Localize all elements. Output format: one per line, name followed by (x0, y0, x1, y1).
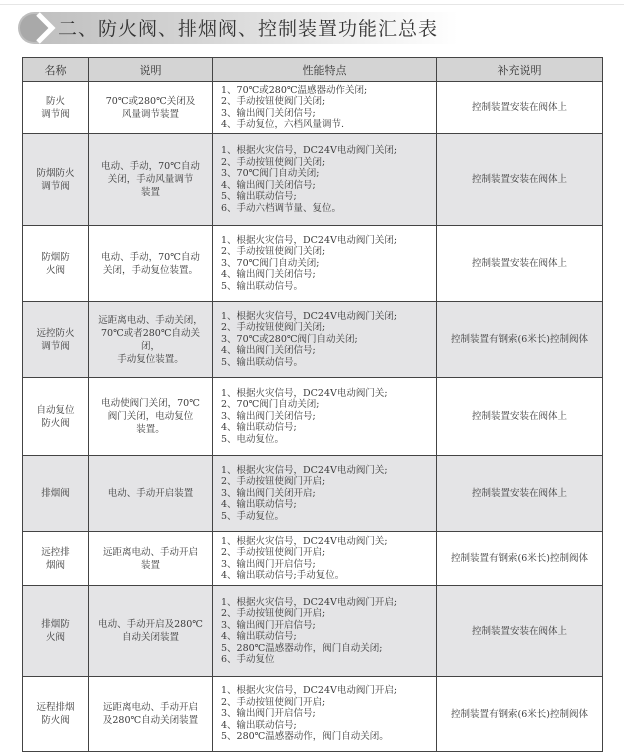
feature-line: 1、根据火灾信号，DC24V电动阀门关; (221, 535, 388, 547)
valve-name-cell: 排烟阀 (23, 456, 89, 532)
valve-note-cell: 控制装置安装在阀体上 (437, 456, 603, 532)
valve-note-cell: 控制装置安装在阀体上 (437, 586, 603, 677)
feature-line: 4、输出联动信号; (221, 422, 297, 434)
feature-line: 5、输出联动信号; (221, 191, 297, 202)
table-row (23, 378, 603, 456)
valve-note-cell: 控制装置有钢索(6米长)控制阀体 (437, 677, 603, 752)
valve-note-cell: 控制装置安装在阀体上 (437, 226, 603, 302)
table-row (23, 226, 603, 302)
table-header-row (23, 58, 603, 82)
valve-description-cell: 远距离电动、手动关闭， 70℃或者280℃自动关闭， 手动复位装置。 (89, 302, 213, 378)
chevron-right-icon (18, 12, 60, 44)
feature-line: 2、手动按钮使阀门关闭; (221, 96, 326, 107)
valve-name-cell: 自动复位 防火阀 (23, 378, 89, 456)
valve-features-cell (213, 456, 437, 532)
feature-line: 2、手动按钮使阀门关闭; (221, 322, 326, 334)
feature-line: 6、手动六档调节量、复位。 (221, 202, 342, 214)
valve-function-summary-table (22, 57, 603, 752)
feature-line: 5、280℃温感器动作，阀门自动关闭。 (221, 731, 389, 743)
feature-line: 3、输出阀门开启信号; (221, 708, 316, 720)
valve-name-cell: 排烟防 火阀 (23, 586, 89, 677)
valve-features-cell (213, 677, 437, 752)
valve-features-cell (213, 82, 437, 134)
table-row (23, 456, 603, 532)
valve-features-cell (213, 532, 437, 586)
feature-line: 3、输出阀门开启信号; (221, 558, 316, 570)
column-header-features: 性能特点 (213, 58, 437, 82)
valve-note-cell: 控制装置安装在阀体上 (437, 134, 603, 226)
valve-note-cell: 控制装置有钢索(6米长)控制阀体 (437, 532, 603, 586)
valve-description-cell: 远距离电动、手动开启 装置 (89, 532, 213, 586)
feature-line: 2、手动按钮使阀门关闭; (221, 156, 326, 168)
valve-note-cell: 控制装置安装在阀体上 (437, 82, 603, 134)
valve-name-cell: 远控防火 调节阀 (23, 302, 89, 378)
feature-line: 1、根据火灾信号，DC24V电动阀门关闭; (221, 310, 398, 322)
table-row (23, 532, 603, 586)
feature-line: 4、输出联动信号;手动复位。 (221, 570, 345, 581)
column-header-notes: 补充说明 (437, 58, 603, 82)
feature-line: 3、70℃或280℃阀门自动关闭; (221, 333, 358, 345)
column-header-name: 名称 (23, 58, 89, 82)
valve-features-cell (213, 134, 437, 226)
feature-line: 6、手动复位 (221, 654, 275, 665)
feature-line: 3、输出阀门关闭开启; (221, 487, 316, 499)
feature-line: 4、手动复位，六档风量调节. (221, 119, 345, 130)
feature-line: 5、手动复位。 (221, 510, 285, 522)
feature-line: 2、手动按钮使阀门关闭; (221, 246, 326, 258)
feature-line: 2、手动按钮使阀门开启; (221, 476, 326, 488)
valve-description-cell: 电动、手动，70℃自动 关闭，手动风量调节 装置 (89, 134, 213, 226)
valve-name-cell: 远控排 烟阀 (23, 532, 89, 586)
feature-line: 5、输出联动信号。 (221, 280, 304, 292)
valve-name-cell: 防烟防 火阀 (23, 226, 89, 302)
table-body (23, 82, 603, 752)
table-row (23, 586, 603, 677)
feature-line: 2、手动按钮使阀门开启; (221, 696, 326, 708)
feature-line: 1、根据火灾信号，DC24V电动阀门关; (221, 464, 388, 476)
feature-line: 4、输出联动信号; (221, 631, 297, 642)
feature-line: 4、输出阀门关闭信号; (221, 179, 316, 191)
table-row (23, 134, 603, 226)
table-row (23, 82, 603, 134)
valve-features-cell (213, 226, 437, 302)
feature-line: 1、根据火灾信号，DC24V电动阀门开启; (221, 685, 398, 697)
feature-line: 1、根据火灾信号，DC24V电动阀门关闭; (221, 145, 398, 156)
column-header-description: 说明 (89, 58, 213, 82)
feature-line: 5、输出联动信号。 (221, 356, 304, 368)
valve-note-cell: 控制装置有钢索(6米长)控制阀体 (437, 302, 603, 378)
valve-features-cell (213, 302, 437, 378)
feature-line: 1、根据火灾信号，DC24V电动阀门关闭; (221, 234, 398, 246)
feature-line: 5、电动复位。 (221, 433, 285, 445)
valve-features-cell (213, 378, 437, 456)
valve-description-cell: 电动、手动，70℃自动 关闭，手动复位装置。 (89, 226, 213, 302)
valve-note-cell: 控制装置安装在阀体上 (437, 378, 603, 456)
feature-line: 4、输出阀门关闭信号; (221, 269, 316, 281)
valve-name-cell: 远程排烟 防火阀 (23, 677, 89, 752)
feature-line: 5、280℃温感器动作，阀门自动关闭; (221, 642, 383, 654)
valve-description-cell: 电动使阀门关闭，70℃ 阀门关闭，电动复位 装置。 (89, 378, 213, 456)
feature-line: 3、输出阀门关闭信号; (221, 410, 316, 422)
feature-line: 3、输出阀门关闭信号; (221, 107, 316, 119)
valve-features-cell (213, 586, 437, 677)
valve-name-cell: 防烟防火 调节阀 (23, 134, 89, 226)
feature-line: 3、输出阀门开启信号; (221, 619, 316, 631)
feature-line: 2、手动按钮使阀门开启; (221, 608, 326, 619)
feature-line: 1、根据火灾信号，DC24V电动阀门开启; (221, 596, 398, 608)
feature-line: 1、70℃或280℃温感器动作关闭; (221, 84, 368, 96)
feature-line: 3、70℃阀门自动关闭; (221, 168, 320, 179)
valve-description-cell: 电动、手动开启及280℃ 自动关闭装置 (89, 586, 213, 677)
valve-description-cell: 70℃或280℃关闭及 风量调节装置 (89, 82, 213, 134)
feature-line: 4、输出联动信号; (221, 719, 297, 731)
feature-line: 2、70℃阀门自动关闭; (221, 399, 320, 411)
page-top-rule (0, 4, 624, 5)
feature-line: 1、根据火灾信号，DC24V电动阀门关; (221, 387, 388, 399)
table-row (23, 677, 603, 752)
feature-line: 4、输出联动信号; (221, 499, 297, 511)
section-title: 二、防火阀、排烟阀、控制装置功能汇总表 (58, 18, 439, 40)
valve-name-cell: 防火 调节阀 (23, 82, 89, 134)
valve-description-cell: 远距离电动、手动开启 及280℃自动关闭装置 (89, 677, 213, 752)
feature-line: 4、输出阀门关闭信号; (221, 345, 316, 357)
feature-line: 2、手动按钮使阀门开启; (221, 547, 326, 558)
feature-line: 3、70℃阀门自动关闭; (221, 257, 320, 269)
valve-description-cell: 电动、手动开启装置 (89, 456, 213, 532)
table-row (23, 302, 603, 378)
